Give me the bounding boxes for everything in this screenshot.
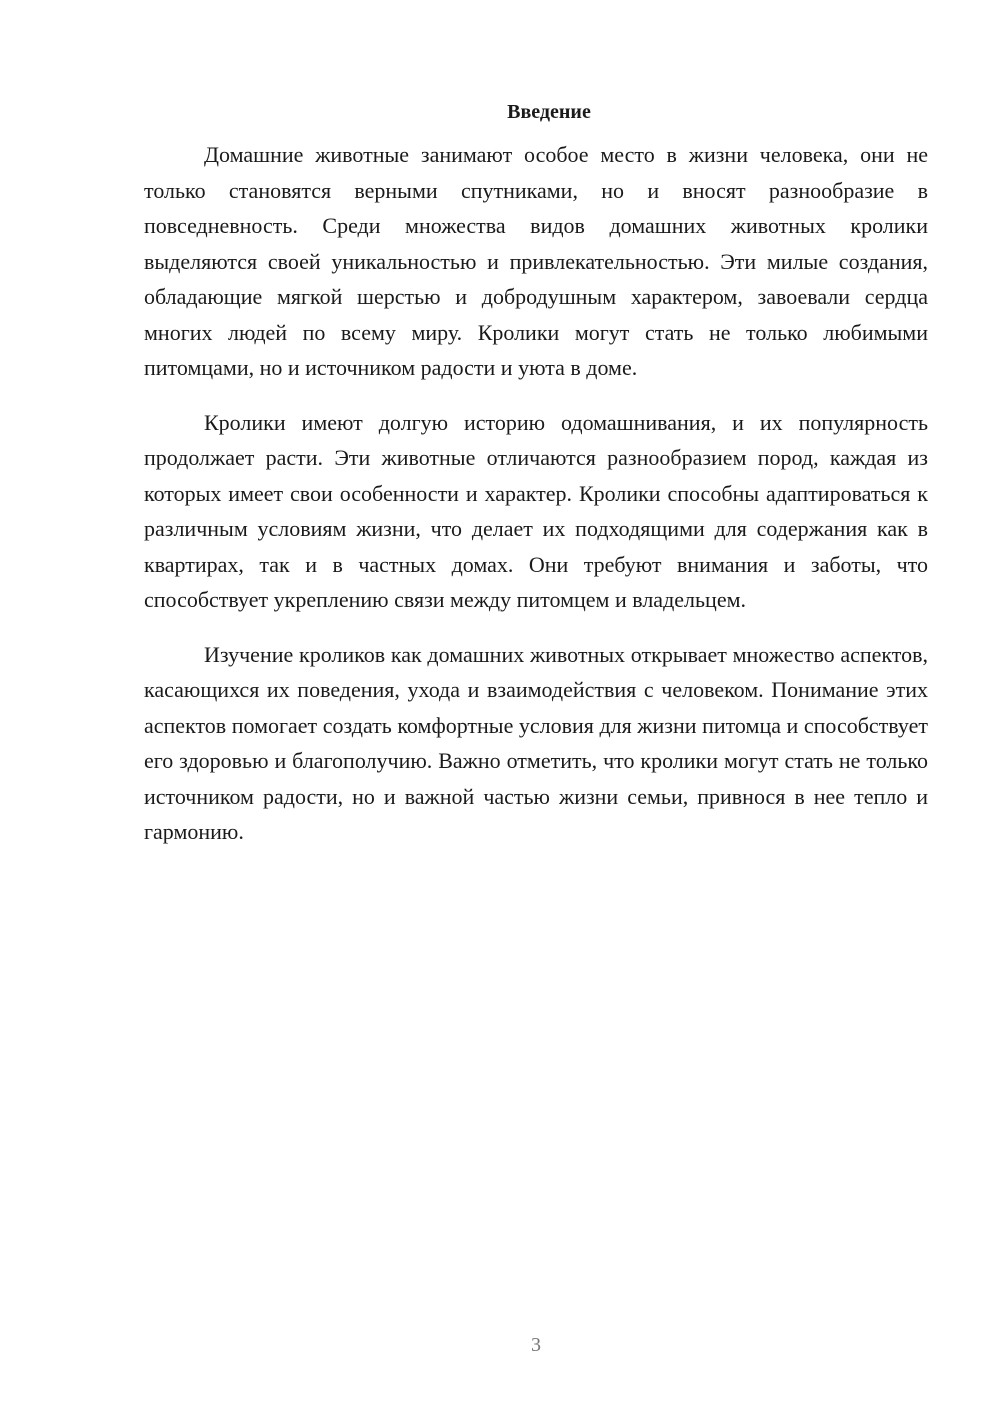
paragraph-2: Кролики имеют долгую историю одомашнивания, и их популярность продолжает расти. Эти животные отличаются разнообразием пород, каждая из которых имеет свои особенности и характер. Кролики способны адаптироваться к различным условиям жизни, что делает их подходящими для содержания как в квартирах, так и в частных домах. Они требуют внимания и заботы, что способствует укреплению связи между питомцем и владельцем.	[144, 409, 928, 612]
paragraph-1: Домашние животные занимают особое место в жизни человека, они не только становятся верными спутниками, но и вносят разнообразие в повседневность. Среди множества видов домашних животных кролики выделяются своей уникальностью и привлекательностью. Эти милые создания, обладающие мягкой шерстью и добродушным характером, завоевали сердца многих людей по всему миру. Кролики могут стать не только любимыми питомцами, но и источником радости и уюта в доме.	[144, 142, 928, 380]
paragraph-3: Изучение кроликов как домашних животных открывает множество аспектов, касающихся их поведения, ухода и взаимодействия с человеком. Понимание этих аспектов помогает создать комфортные условия для жизни питомца и способствует его здоровью и благополучию. Важно отметить, что кролики могут стать не только источником радости, но и важной частью жизни семьи, привнося в нее тепло и гармонию.	[144, 641, 928, 844]
page-content	[144, 96, 928, 850]
page-number: 3	[531, 1334, 541, 1356]
section-title: Введение	[507, 101, 591, 123]
